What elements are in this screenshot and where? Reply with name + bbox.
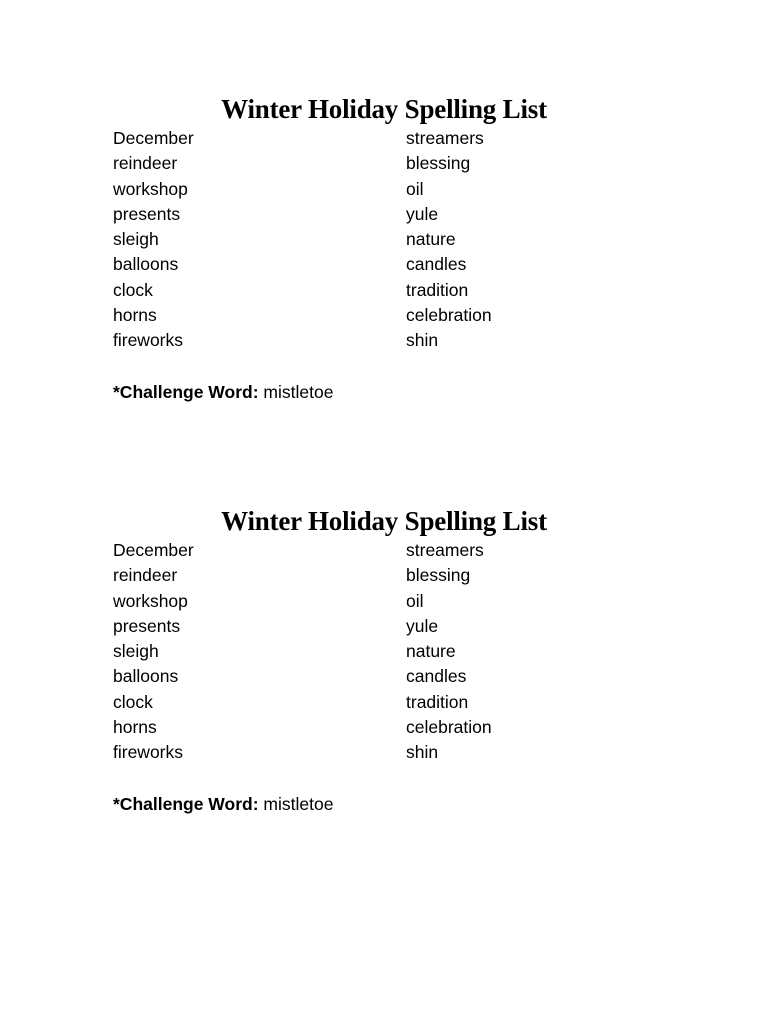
list-item: clock xyxy=(113,279,153,300)
word-list-right xyxy=(406,126,492,354)
list-item: yule xyxy=(406,203,439,224)
list-item: tradition xyxy=(406,279,469,300)
list-item: balloons xyxy=(113,254,179,275)
list-item: oil xyxy=(406,590,424,611)
list-item: nature xyxy=(406,641,456,662)
list-item: reindeer xyxy=(113,565,178,586)
list-item: candles xyxy=(406,254,467,275)
list-item: blessing xyxy=(406,153,471,174)
list-item: December xyxy=(113,540,194,560)
list-item: streamers xyxy=(406,540,484,560)
spelling-list-sheet-1 xyxy=(0,92,768,402)
list-item: sleigh xyxy=(113,229,159,250)
list-item: celebration xyxy=(406,305,492,326)
page-title: Winter Holiday Spelling List xyxy=(221,94,547,124)
list-item: horns xyxy=(113,717,157,738)
word-columns xyxy=(0,538,768,768)
challenge-word-line xyxy=(113,792,333,816)
list-item: streamers xyxy=(406,128,484,148)
list-item: nature xyxy=(406,229,456,250)
list-item: shin xyxy=(406,330,439,351)
word-list-right xyxy=(406,538,492,766)
list-item: workshop xyxy=(113,590,188,611)
challenge-word-line xyxy=(113,380,333,404)
spelling-list-sheet-2 xyxy=(0,504,768,814)
list-item: shin xyxy=(406,742,439,763)
list-item: presents xyxy=(113,203,181,224)
word-list-left xyxy=(113,126,194,354)
list-item: celebration xyxy=(406,717,492,738)
list-item: yule xyxy=(406,615,439,636)
list-item: clock xyxy=(113,691,153,712)
list-item: fireworks xyxy=(113,330,184,351)
list-item: workshop xyxy=(113,178,188,199)
page-title: Winter Holiday Spelling List xyxy=(221,506,547,536)
list-item: candles xyxy=(406,666,467,687)
challenge-label: *Challenge Word: xyxy=(113,794,259,814)
list-item: sleigh xyxy=(113,641,159,662)
challenge-label: *Challenge Word: xyxy=(113,382,259,402)
word-columns xyxy=(0,126,768,356)
list-item: oil xyxy=(406,178,424,199)
list-item: December xyxy=(113,128,194,148)
word-list-left xyxy=(113,538,194,766)
challenge-word: mistletoe xyxy=(263,382,334,402)
list-item: balloons xyxy=(113,666,179,687)
list-item: horns xyxy=(113,305,157,326)
list-item: reindeer xyxy=(113,153,178,174)
list-item: presents xyxy=(113,615,181,636)
list-item: tradition xyxy=(406,691,469,712)
list-item: blessing xyxy=(406,565,471,586)
list-item: fireworks xyxy=(113,742,184,763)
challenge-word: mistletoe xyxy=(263,794,334,814)
